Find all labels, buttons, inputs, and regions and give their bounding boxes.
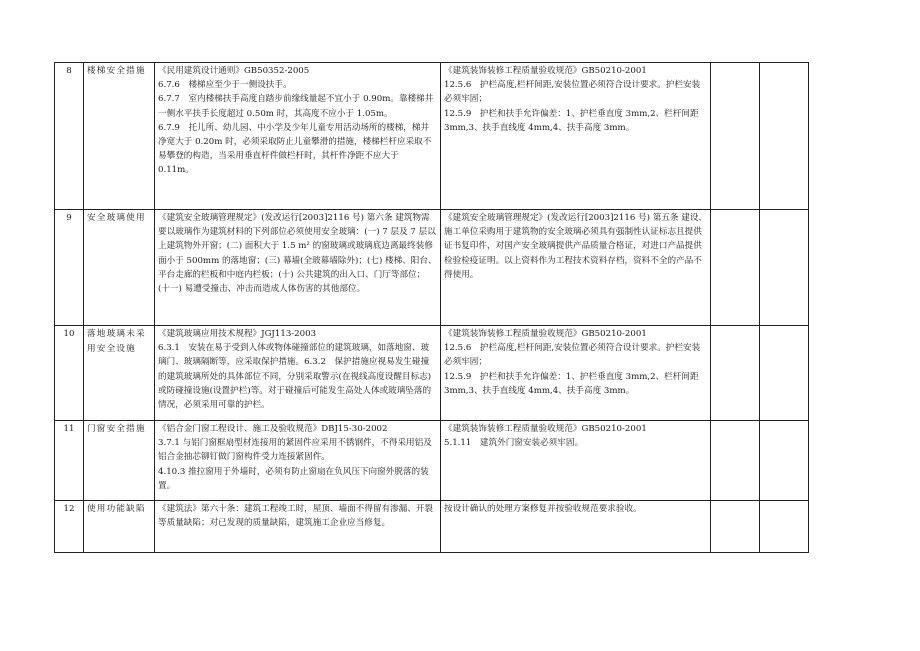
blank-cell xyxy=(760,421,809,501)
acceptance-line: 《建筑装饰装修工程质量验收规范》GB50210-2001 xyxy=(444,424,647,434)
standard-line: 《铝合金门窗工程设计、施工及验收规范》DBJ15-30-2002 xyxy=(158,424,388,434)
table-row xyxy=(55,326,809,421)
blank-cell xyxy=(760,326,809,421)
blank-cell xyxy=(711,501,760,553)
acceptance-cell xyxy=(441,326,711,421)
blank-cell xyxy=(711,326,760,421)
row-number: 12 xyxy=(55,501,84,553)
acceptance-cell xyxy=(441,421,711,501)
standard-cell xyxy=(155,421,441,501)
standard-line: 6.3.1 安装在易于受到人体或物体碰撞部位的建筑玻璃，如落地窗、玻璃门、玻璃隔断等，应采取保护措施。6.3.2 保护措施应视易发生碰撞的建筑玻璃所处的具体部位不同，分别采取警示(在视线高度设醒目标志)或防碰撞设施(设置护栏)等。对于碰撞后可能发生高处人体或玻璃坠落的情况，必须采用可靠的护栏。 xyxy=(158,343,432,411)
inspection-table xyxy=(54,62,809,553)
table-body xyxy=(55,63,809,553)
row-number: 10 xyxy=(55,326,84,421)
row-number: 9 xyxy=(55,210,84,326)
acceptance-line: 《建筑装饰装修工程质量验收规范》GB50210-2001 xyxy=(444,329,647,339)
standard-line: 6.7.7 室内楼梯扶手高度自踏步前缘线量起不宜小于 0.90m。靠楼梯井一侧水平扶手长度超过 0.50m 时，其高度不应小于 1.05m。 xyxy=(158,94,434,119)
standard-cell xyxy=(155,63,441,210)
standard-line: 《民用建筑设计通则》GB50352-2005 xyxy=(158,66,310,76)
standard-line: 6.7.6 楼梯应至少于一侧设扶手。 xyxy=(158,80,292,91)
acceptance-line: 《建筑装饰装修工程质量验收规范》GB50210-2001 xyxy=(444,66,647,76)
table-row xyxy=(55,421,809,501)
blank-cell xyxy=(711,210,760,326)
standard-cell xyxy=(155,501,441,553)
row-number: 8 xyxy=(55,63,84,210)
acceptance-line: 按设计确认的处理方案修复并按验收规范要求验收。 xyxy=(444,504,642,514)
table-row xyxy=(55,63,809,210)
acceptance-line: 5.1.11 建筑外门窗安装必须牢固。 xyxy=(444,438,584,449)
blank-cell xyxy=(711,421,760,501)
row-number: 11 xyxy=(55,421,84,501)
check-item: 门窗安全措施 xyxy=(84,421,155,501)
acceptance-line: 《建筑安全玻璃管理规定》(发改运行[2003]2116 号) 第五条 建设、施工单位采购用于建筑物的安全玻璃必须具有强制性认证标志且提供证书复印件，对国产安全玻璃提供产品质量合格证，对进口产品提供检验检疫证明。以上资料作为工程技术资料存档，资料不全的产品不得使用。 xyxy=(444,213,708,280)
table-row xyxy=(55,501,809,553)
acceptance-cell xyxy=(441,501,711,553)
acceptance-line: 12.5.6 护栏高度,栏杆间距,安装位置必须符合设计要求。护栏安装必须牢固； xyxy=(444,343,701,368)
blank-cell xyxy=(711,63,760,210)
acceptance-line: 12.5.9 护栏和扶手允许偏差：1、护栏垂直度 3mm,2、栏杆间距 3mm,3、扶手直线度 4mm,4、扶手高度 3mm。 xyxy=(444,108,699,133)
blank-cell xyxy=(760,210,809,326)
acceptance-cell xyxy=(441,210,711,326)
standard-cell xyxy=(155,326,441,421)
check-item: 落地玻璃未采用安全设施 xyxy=(84,326,155,421)
check-item: 楼梯安全措施 xyxy=(84,63,155,210)
standard-line: 6.7.9 托儿所、幼儿园、中小学及少年儿童专用活动场所的楼梯，梯井净宽大于 0.20m 时，必须采取防止儿童攀滑的措施，楼梯栏杆应采取不易攀登的构造，当采用垂直杆件做栏杆时，其杆件净距不应大于 0.11m。 xyxy=(158,122,432,176)
blank-cell xyxy=(760,501,809,553)
check-item: 使用功能缺陷 xyxy=(84,501,155,553)
acceptance-cell xyxy=(441,63,711,210)
standard-line: 《建筑法》第六十条：建筑工程竣工时，屋顶、墙面不得留有渗漏、开裂等质量缺陷；对已发现的质量缺陷，建筑施工企业应当修复。 xyxy=(158,504,434,529)
standard-cell xyxy=(155,210,441,326)
standard-line: 4.10.3 推拉窗用于外墙时，必须有防止窗扇在负风压下向窗外脱落的装置。 xyxy=(158,466,429,491)
table-row xyxy=(55,210,809,326)
blank-cell xyxy=(760,63,809,210)
standard-line: 《建筑安全玻璃管理规定》(发改运行[2003]2116 号) 第六条 建筑物需要以玻璃作为建筑材料的下列部位必须使用安全玻璃：(一) 7 层及 7 层以上建筑物外开窗；(二) 面积大于 1.5 m² 的窗玻璃或玻璃底边离最终装修面小于 500mm 的落地窗；(三) 幕墙(全玻幕墙除外)；(七) 楼梯、阳台、平台走廊的栏板和中庭内栏板；(十) 公共建筑的出入口、门厅等部位；(十一) 易遭受撞击、冲击而造成人体伤害的其他部位。 xyxy=(158,213,437,295)
acceptance-line: 12.5.6 护栏高度,栏杆间距,安装位置必须符合设计要求。护栏安装必须牢固； xyxy=(444,80,701,105)
check-item: 安全玻璃使用 xyxy=(84,210,155,326)
standard-line: 3.7.1 与铝门窗框扇型材连接用的紧固件应采用不锈钢件，不得采用铝及铝合金抽芯铆钉做门窗构件受力连接紧固件。 xyxy=(158,438,432,463)
acceptance-line: 12.5.9 护栏和扶手允许偏差：1、护栏垂直度 3mm,2、栏杆间距 3mm,3、扶手直线度 4mm,4、扶手高度 3mm。 xyxy=(444,371,699,396)
standard-line: 《建筑玻璃应用技术规程》JGJ113-2003 xyxy=(158,329,317,339)
